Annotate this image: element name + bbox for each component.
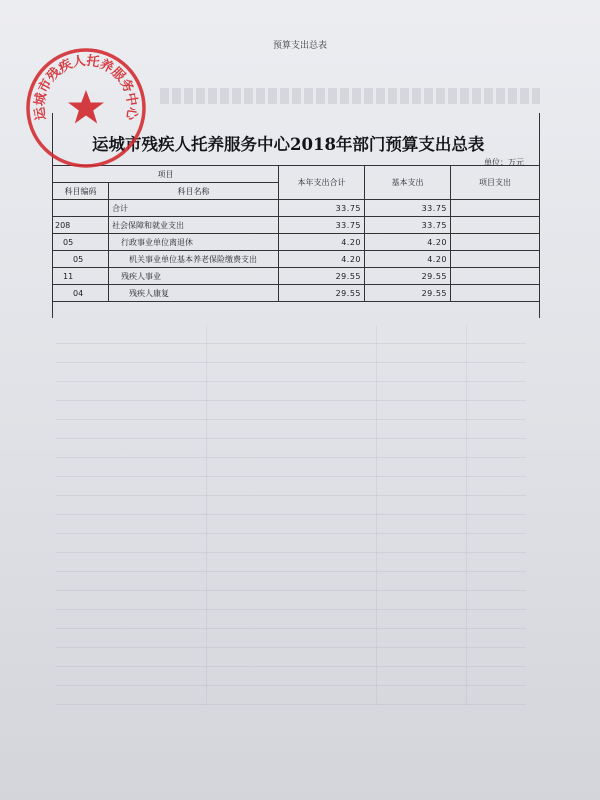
official-seal: [24, 46, 148, 170]
row-total: 29.55: [279, 268, 365, 285]
row-total: 4.20: [279, 251, 365, 268]
row-project-expense: [451, 200, 540, 217]
document-title: 运城市残疾人托养服务中心2018年部门预算支出总表: [92, 135, 485, 154]
budget-table: [52, 165, 540, 302]
table-row: [53, 268, 540, 285]
row-name: 残疾人事业: [109, 268, 279, 285]
row-total: 29.55: [279, 285, 365, 302]
row-project-expense: [451, 251, 540, 268]
header-basic: 基本支出: [365, 166, 451, 200]
row-basic: 29.55: [365, 268, 451, 285]
row-basic: 33.75: [365, 217, 451, 234]
page-header-title: 预算支出总表: [272, 41, 327, 51]
bleed-through-text: [160, 88, 540, 104]
row-code: 05: [53, 234, 109, 251]
row-name: 机关事业单位基本养老保险缴费支出: [109, 251, 279, 268]
header-code: 科目编码: [53, 183, 109, 200]
row-basic: 29.55: [365, 285, 451, 302]
row-project-expense: [451, 217, 540, 234]
table-row: [53, 251, 540, 268]
header-project: 项目: [53, 166, 279, 183]
seal-star-icon: [68, 90, 104, 124]
row-basic: 33.75: [365, 200, 451, 217]
bleed-through-grid: [56, 325, 526, 705]
header-total: 本年支出合计: [279, 166, 365, 200]
row-name: 残疾人康复: [109, 285, 279, 302]
unit-label: 单位：万元: [484, 158, 524, 167]
row-total: 33.75: [279, 200, 365, 217]
header-name: 科目名称: [109, 183, 279, 200]
seal-text-path: 运城市残疾人托养服务中心: [32, 53, 140, 121]
row-code: 04: [53, 285, 109, 302]
row-code: 208: [53, 217, 109, 234]
row-name: 行政事业单位离退休: [109, 234, 279, 251]
row-code: [53, 200, 109, 217]
row-total: 4.20: [279, 234, 365, 251]
header-project-expense: 项目支出: [451, 166, 540, 200]
table-row: [53, 200, 540, 217]
row-total: 33.75: [279, 217, 365, 234]
row-project-expense: [451, 234, 540, 251]
row-basic: 4.20: [365, 251, 451, 268]
row-basic: 4.20: [365, 234, 451, 251]
row-project-expense: [451, 285, 540, 302]
row-project-expense: [451, 268, 540, 285]
row-code: 11: [53, 268, 109, 285]
row-code: 05: [53, 251, 109, 268]
table-row: [53, 234, 540, 251]
row-name: 社会保障和就业支出: [109, 217, 279, 234]
row-name: 合计: [109, 200, 279, 217]
table-row: [53, 217, 540, 234]
table-row: [53, 285, 540, 302]
